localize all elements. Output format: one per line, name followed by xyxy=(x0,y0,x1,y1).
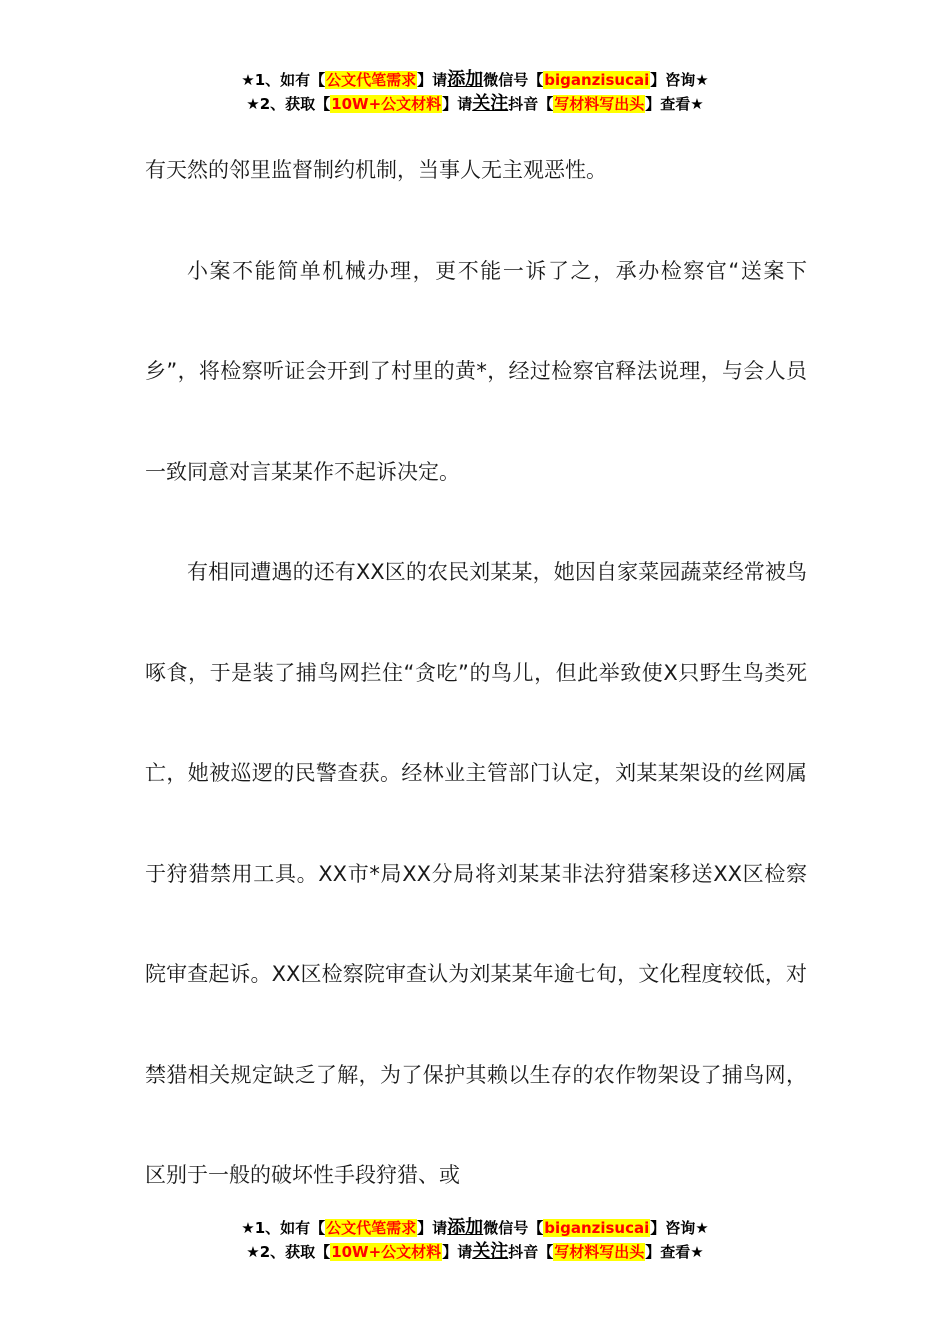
banner-text: 】请 xyxy=(442,1243,473,1261)
banner-line-1 xyxy=(0,1216,950,1240)
banner-highlight-service: 公文代笔需求 xyxy=(326,1219,417,1237)
banner-line-2 xyxy=(0,1240,950,1264)
banner-highlight-wechat-id: biganzisucai xyxy=(544,1219,650,1237)
banner-line-1 xyxy=(0,68,950,92)
banner-highlight-douyin-id: 写材料写出头 xyxy=(554,1243,645,1261)
banner-emphasis-add: 添加 xyxy=(447,1217,484,1238)
footer-banner xyxy=(0,1216,950,1264)
banner-text: 】请 xyxy=(417,1219,448,1237)
header-banner xyxy=(0,68,950,116)
banner-highlight-service: 公文代笔需求 xyxy=(326,71,417,89)
banner-text: 微信号【 xyxy=(483,1219,544,1237)
banner-emphasis-follow: 关注 xyxy=(472,1241,509,1262)
banner-highlight-materials: 10W+公文材料 xyxy=(331,1243,442,1261)
banner-text: 】请 xyxy=(442,95,473,113)
banner-text: 】咨询★ xyxy=(650,1219,709,1237)
banner-emphasis-add: 添加 xyxy=(447,69,484,90)
banner-text: ★2、获取【 xyxy=(246,1243,331,1261)
banner-text: 】请 xyxy=(417,71,448,89)
paragraph-3: 有相同遭遇的还有XX区的农民刘某某，她因自家菜园蔬菜经常被鸟啄食，于是装了捕鸟网拦住“贪吃”的鸟儿，但此举致使X只野生鸟类死亡，她被巡逻的民警查获。经林业主管部门认定，刘某某架设的丝网属于狩猎禁用工具。XX市*局XX分局将刘某某非法狩猎案移送XX区检察院审查起诉。XX区检察院审查认为刘某某年逾七旬，文化程度较低，对禁猎相关规定缺乏了解，为了保护其赖以生存的农作物架设了捕鸟网，区别于一般的破坏性手段狩猎、或 xyxy=(145,560,807,1187)
banner-emphasis-follow: 关注 xyxy=(472,93,509,114)
banner-highlight-wechat-id: biganzisucai xyxy=(544,71,650,89)
document-body xyxy=(145,120,807,1226)
banner-text: 】查看★ xyxy=(645,1243,704,1261)
banner-text: ★1、如有【 xyxy=(241,1219,326,1237)
banner-text: 】咨询★ xyxy=(650,71,709,89)
banner-text: 】查看★ xyxy=(645,95,704,113)
banner-highlight-douyin-id: 写材料写出头 xyxy=(554,95,645,113)
paragraph-2: 小案不能简单机械办理，更不能一诉了之，承办检察官“送案下乡”，将检察听证会开到了村里的黄*，经过检察官释法说理，与会人员一致同意对言某某作不起诉决定。 xyxy=(145,258,807,484)
banner-text: ★1、如有【 xyxy=(241,71,326,89)
banner-text: ★2、获取【 xyxy=(246,95,331,113)
banner-text: 微信号【 xyxy=(483,71,544,89)
banner-line-2 xyxy=(0,92,950,116)
banner-text: 抖音【 xyxy=(508,95,554,113)
banner-highlight-materials: 10W+公文材料 xyxy=(331,95,442,113)
paragraph-1: 有天然的邻里监督制约机制，当事人无主观恶性。 xyxy=(145,158,607,182)
banner-text: 抖音【 xyxy=(508,1243,554,1261)
